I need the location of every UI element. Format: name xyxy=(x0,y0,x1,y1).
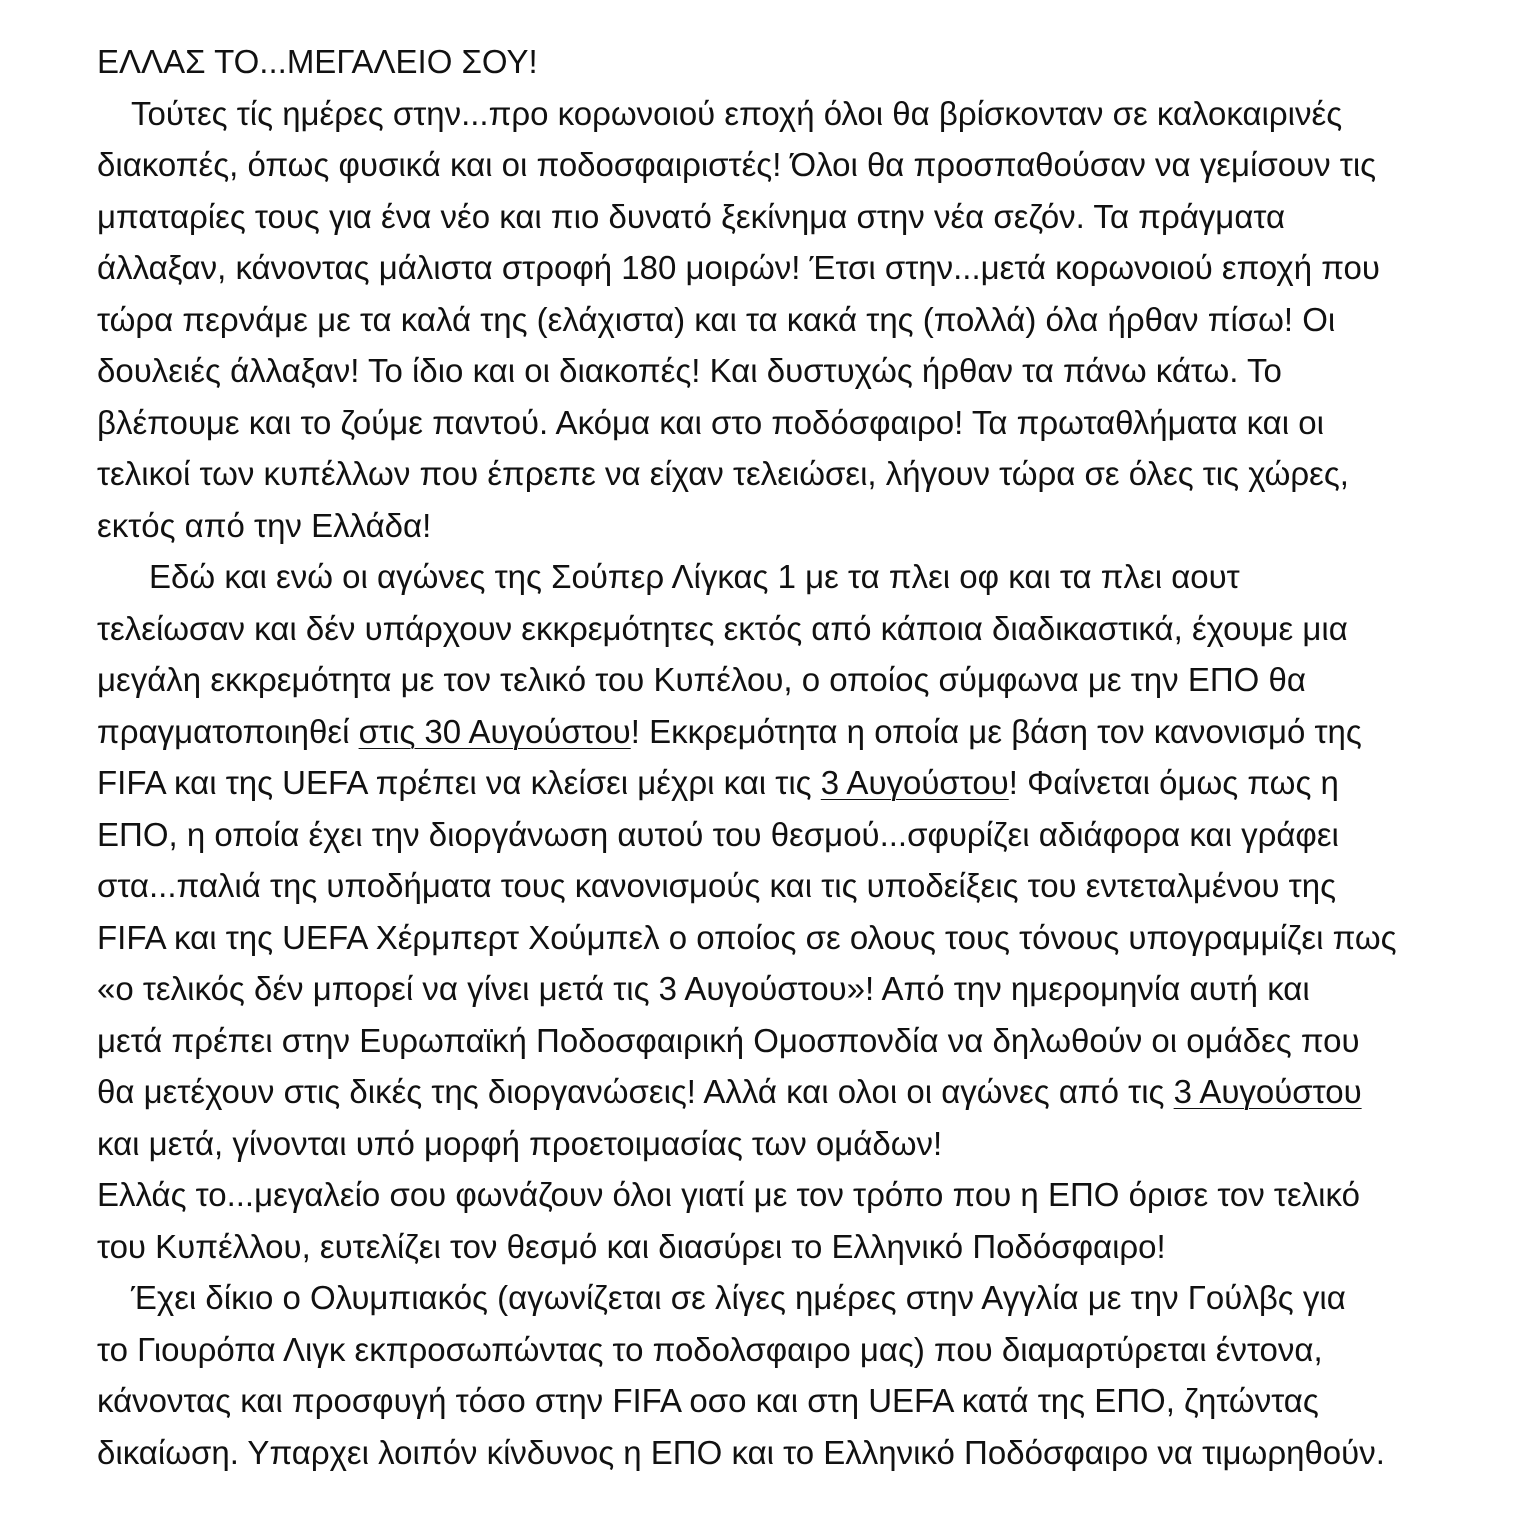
text-segment: θα μετέχουν στις δικές της διοργανώσεις! Αλλά και ολοι οι αγώνες από τις xyxy=(97,1073,1174,1110)
text-line: τώρα περνάμε με τα καλά της (ελάχιστα) και τα κακά της (πολλά) όλα ήρθαν πίσω! Οι xyxy=(97,300,1336,338)
text-segment: ! Φαίνεται όμως πως η xyxy=(1008,764,1339,801)
text-line xyxy=(97,706,1442,758)
text-line: Τούτες τίς ημέρες στην...προ κορωνοιού εποχή όλοι θα βρίσκονταν σε καλοκαιρινές xyxy=(131,94,1343,132)
text-line: μετά πρέπει στην Ευρωπαϊκή Ποδοσφαιρική Ομοσπονδία να δηλωθούν οι ομάδες που xyxy=(97,1021,1360,1059)
text-line: και μετά, γίνονται υπό μορφή προετοιμασίας των ομάδων! xyxy=(97,1124,943,1162)
text-segment: πραγματοποιηθεί xyxy=(97,712,359,750)
text-line: του Κυπέλλου, ευτελίζει τον θεσμό και διασύρει το Ελληνικό Ποδόσφαιρο! xyxy=(97,1227,1166,1265)
date-link-3-august[interactable]: 3 Αυγούστου xyxy=(1173,1073,1362,1110)
date-link-3-august[interactable]: 3 Αυγούστου xyxy=(820,764,1009,801)
text-line: εκτός από την Ελλάδα! xyxy=(97,506,432,544)
text-line: στα...παλιά της υποδήματα τους κανονισμούς και τις υποδείξεις του εντεταλμένου της xyxy=(97,867,1336,904)
article-title: ΕΛΛΑΣ ΤΟ...ΜΕΓΑΛΕΙΟ ΣΟΥ! xyxy=(97,43,538,80)
paragraph-4 xyxy=(97,1272,1442,1478)
text-line: άλλαξαν, κάνοντας μάλιστα στροφή 180 μοιρών! Έτσι στην...μετά κορωνοιού εποχή που xyxy=(97,249,1380,286)
text-line: Έχει δίκιο ο Ολυμπιακός (αγωνίζεται σε λίγες ημέρες στην Αγγλία με την Γούλβς για xyxy=(131,1279,1346,1316)
text-line: Ελλάς το...μεγαλείο σου φωνάζουν όλοι γιατί με τον τρόπο που η ΕΠΟ όρισε τον τελικό xyxy=(97,1176,1360,1213)
text-line: «ο τελικός δέν μπορεί να γίνει μετά τις 3 Αυγούστου»! Από την ημερομηνία αυτή και xyxy=(97,970,1310,1007)
text-line: FIFA και της UEFA Χέρμπερτ Χούμπελ ο οποίος σε ολους τους τόνους υπογραμμίζει πως xyxy=(97,918,1397,956)
paragraph-1 xyxy=(97,88,1442,552)
paragraph-3 xyxy=(97,1169,1442,1272)
text-line: δικαίωση. Υπαρχει λοιπόν κίνδυνος η ΕΠΟ και το Ελληνικό Ποδόσφαιρο να τιμωρηθούν. xyxy=(97,1433,1385,1471)
text-line: μπαταρίες τους για ένα νέο και πιο δυνατό ξεκίνημα στην νέα σεζόν. Τα πράγματα xyxy=(97,197,1286,235)
text-line: ΕΠΟ, η οποία έχει την διοργάνωση αυτού του θεσμού...σφυρίζει αδιάφορα και γράφει xyxy=(97,815,1339,853)
text-line: βλέπουμε και το ζούμε παντού. Ακόμα και στο ποδόσφαιρο! Τα πρωταθλήματα και οι xyxy=(97,403,1324,441)
text-line: μεγάλη εκκρεμότητα με τον τελικό του Κυπέλου, ο οποίος σύμφωνα με την ΕΠΟ θα xyxy=(97,661,1306,698)
article-body xyxy=(97,36,1442,1478)
text-line xyxy=(97,757,1442,809)
text-line: το Γιουρόπα Λιγκ εκπροσωπώντας το ποδολσφαιρο μας) που διαμαρτύρεται έντονα, xyxy=(97,1330,1323,1368)
paragraph-2 xyxy=(97,551,1442,1169)
text-line: τελείωσαν και δέν υπάρχουν εκκρεμότητες εκτός από κάποια διαδικαστικά, έχουμε μια xyxy=(97,609,1348,647)
text-segment: FIFA και της UEFA πρέπει να κλείσει μέχρι και τις xyxy=(97,764,821,801)
date-link-30-august[interactable]: στις 30 Αυγούστου xyxy=(358,712,631,750)
text-line: τελικοί των κυπέλλων που έπρεπε να είχαν τελειώσει, λήγουν τώρα σε όλες τις χώρες, xyxy=(97,455,1349,492)
text-line: δουλειές άλλαξαν! Το ίδιο και οι διακοπές! Και δυστυχώς ήρθαν τα πάνω κάτω. Το xyxy=(97,352,1282,389)
text-segment: ! Εκκρεμότητα η οποία με βάση τον κανονισμό της xyxy=(630,712,1362,750)
text-line: Εδώ και ενώ οι αγώνες της Σούπερ Λίγκας 1 με τα πλει οφ και τα πλει αουτ xyxy=(149,558,1240,595)
text-line xyxy=(97,1066,1442,1118)
text-line: κάνοντας και προσφυγή τόσο στην FIFA οσο και στη UEFA κατά της ΕΠΟ, ζητώντας xyxy=(97,1382,1319,1419)
text-line: διακοπές, όπως φυσικά και οι ποδοσφαιριστές! Όλοι θα προσπαθούσαν να γεμίσουν τις xyxy=(97,146,1377,183)
